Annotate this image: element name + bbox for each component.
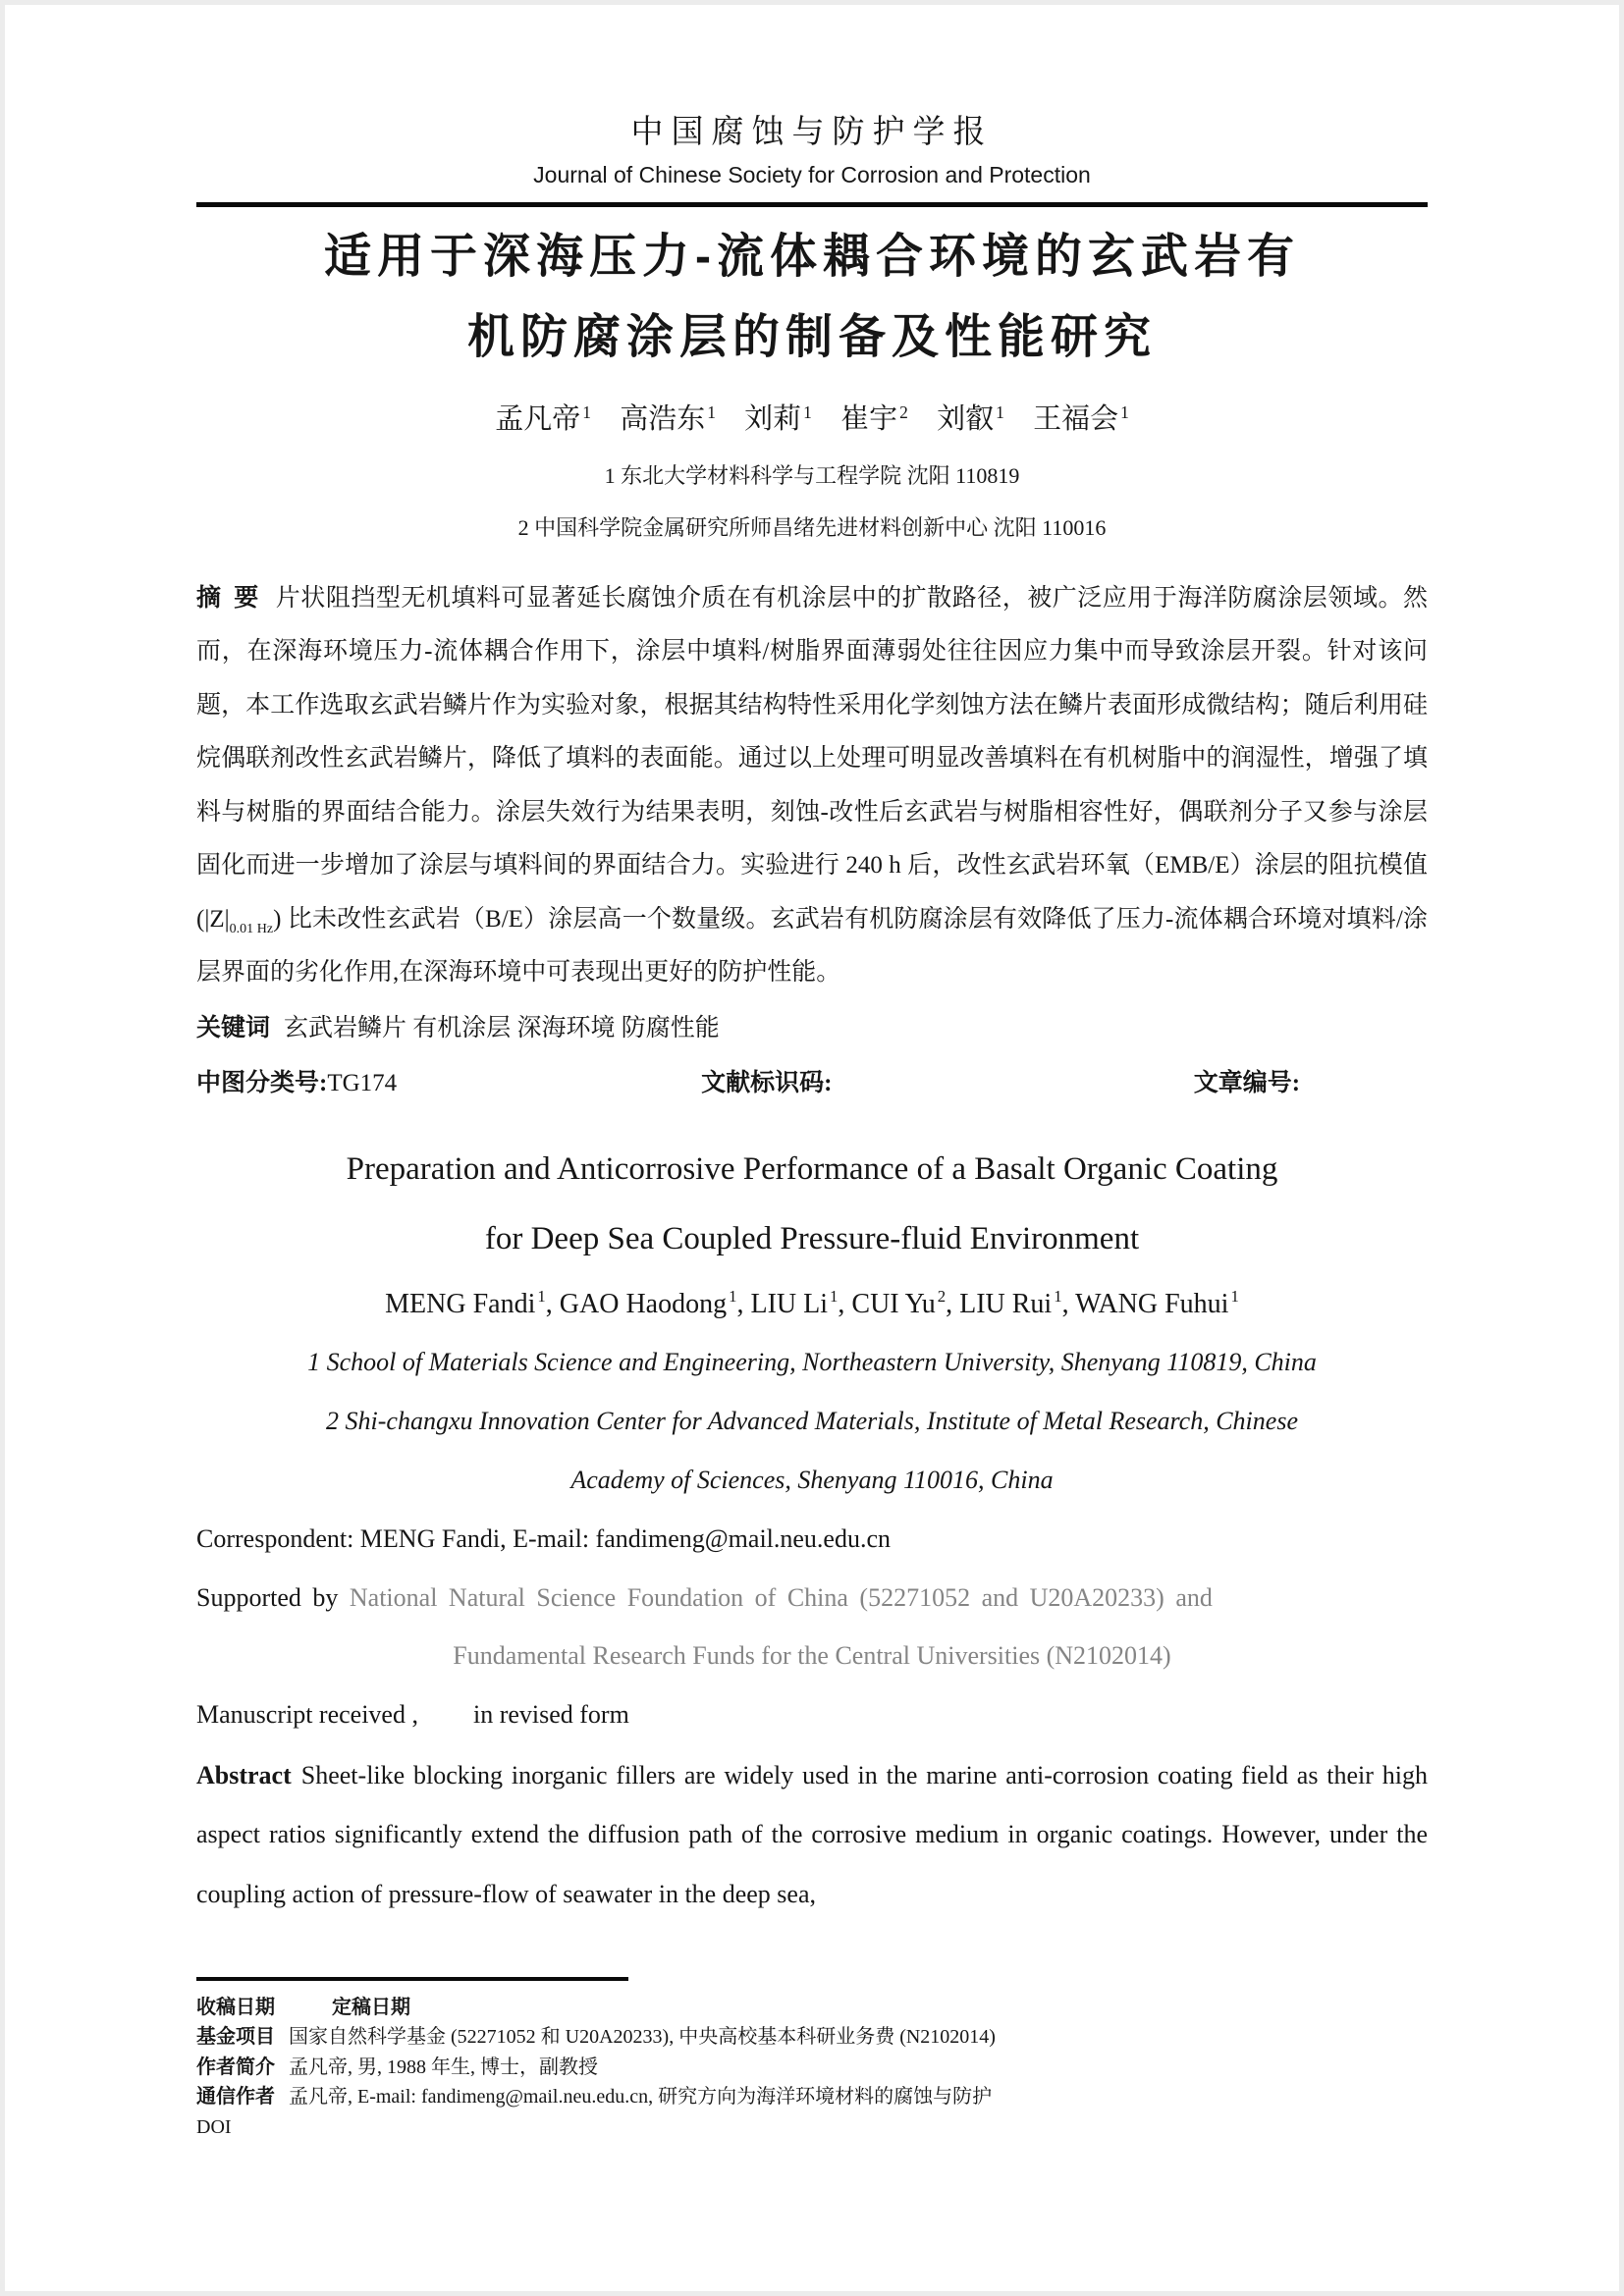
- correspondent-line: Correspondent: MENG Fandi, E-mail: fandimeng@mail.neu.edu.cn: [196, 1523, 892, 1553]
- keywords-text: 玄武岩鳞片 有机涂层 深海环境 防腐性能: [284, 1014, 720, 1041]
- article-title-cn-line2: 机防腐涂层的制备及性能研究: [466, 310, 1157, 363]
- affiliation-en-2-line1: 2 Shi-changxu Innovation Center for Advanced Materials, Institute of Metal Research, Chinese: [326, 1407, 1298, 1436]
- authors-en: MENG Fandi $^1$, GAO Haodong $^1$, LIU Li $^1$, CUI Yu $^2$, LIU Rui $^1$, WANG Fuhui $^1$: [385, 1287, 1239, 1319]
- author-affil-mark: 1: [803, 401, 812, 422]
- footnote-rule: [196, 1977, 628, 1981]
- finalized-date-label: 定稿日期: [332, 1996, 410, 2018]
- affiliation-cn-2: 2 中国科学院金属研究所师昌绪先进材料创新中心 沈阳 110016: [517, 514, 1107, 540]
- author-cn: 刘叡 $^1$: [937, 401, 1004, 436]
- author-en: MENG Fandi $^1$: [385, 1287, 546, 1319]
- author-en: LIU Li $^1$: [750, 1287, 839, 1319]
- keywords-label: 关键词: [196, 1014, 271, 1041]
- abstract-en-label: Abstract: [196, 1761, 292, 1790]
- impedance-subscript: 0.01 Hz: [229, 921, 274, 936]
- author-en: WANG Fuhui $^1$: [1075, 1287, 1239, 1319]
- manuscript-revised: in revised form: [472, 1700, 629, 1730]
- author-en: LIU Rui $^1$: [959, 1287, 1062, 1319]
- author-affil-mark: 1: [582, 401, 591, 422]
- article-title-cn: [196, 217, 1428, 377]
- affiliation-en-1: 1 School of Materials Science and Engineering, Northeastern University, Shenyang 110819, China: [307, 1348, 1317, 1377]
- manuscript-received: Manuscript received ,: [196, 1700, 418, 1730]
- article-title-en-line2: for Deep Sea Coupled Pressure-fluid Environment: [484, 1220, 1140, 1256]
- received-date-label: 收稿日期: [196, 1996, 275, 2018]
- supported-line-2: Fundamental Research Funds for the Central Universities (N2102014): [453, 1641, 1171, 1671]
- footnote-block: [196, 1977, 1428, 2142]
- author-affil-mark: 2: [899, 401, 908, 422]
- author-affil-mark: 1: [707, 401, 716, 422]
- document-code: 文献标识码:: [701, 1070, 833, 1097]
- journal-name-cn: 中国腐蚀与防护学报: [630, 115, 994, 150]
- affiliation-en-2: [196, 1392, 1428, 1510]
- abstract-cn-text-2: ) 比未改性玄武岩（B/E）涂层高一个数量级。玄武岩有机防腐涂层有效降低了压力-流体耦合环境对填料/涂层界面的劣化作用,在深海环境中可表现出更好的防护性能。: [196, 905, 1428, 987]
- author-cn: 王福会 $^1$: [1033, 401, 1129, 436]
- abstract-cn: [196, 572, 1428, 1000]
- author-en: CUI Yu $^2$: [851, 1287, 947, 1319]
- clc-number: 中图分类号:TG174: [196, 1070, 398, 1097]
- author-cn: 刘莉 $^1$: [744, 401, 812, 436]
- journal-name-en: Journal of Chinese Society for Corrosion and Protection: [533, 162, 1091, 187]
- abstract-en: [196, 1746, 1428, 1924]
- affiliation-en-2-line2: Academy of Sciences, Shenyang 110016, China: [570, 1466, 1054, 1495]
- doi-line: DOI: [196, 2115, 232, 2138]
- footnote-dates: [196, 1993, 1428, 2022]
- abstract-cn-label: 摘 要: [196, 584, 262, 612]
- author-cn: 崔宇 $^2$: [840, 401, 908, 436]
- author-en: GAO Haodong $^1$: [559, 1287, 737, 1319]
- supported-prefix: Supported by: [196, 1582, 350, 1612]
- author-cn: 高浩东 $^1$: [620, 401, 716, 436]
- header-rule: [196, 202, 1428, 207]
- article-title-en: [196, 1135, 1428, 1274]
- affiliations-cn: [196, 451, 1428, 555]
- footnote-correspondent: 通信作者 孟凡帝, E-mail: fandimeng@mail.neu.edu.cn, 研究方向为海洋环境材料的腐蚀与防护: [196, 2086, 993, 2109]
- author-affil-mark: 1: [1120, 401, 1129, 422]
- footnote-fund: 基金项目 国家自然科学基金 (52271052 和 U20A20233), 中央高校基本科研业务费 (N2102014): [196, 2026, 996, 2049]
- abstract-en-text: Sheet-like blocking inorganic fillers are widely used in the marine anti-corrosion coating field as their high aspect ratios significantly extend the diffusion path of the corrosive medium in organic coatings. However, under the coupling action of pressure-flow of seawater in the deep sea,: [196, 1761, 1428, 1908]
- manuscript-line: [196, 1685, 1428, 1744]
- article-title-cn-line1: 适用于深海压力-流体耦合环境的玄武岩有: [324, 231, 1300, 283]
- supported-line-1: [196, 1569, 1428, 1628]
- classification-row: [196, 1057, 1428, 1111]
- author-affil-mark: 1: [996, 401, 1004, 422]
- keywords-row: [196, 1002, 1428, 1056]
- article-number: 文章编号:: [1193, 1070, 1301, 1097]
- footnote-bio: 作者简介 孟凡帝, 男, 1988 年生, 博士，副教授: [196, 2056, 598, 2078]
- authors-cn: [196, 397, 1428, 437]
- affiliation-cn-1: 1 东北大学材料科学与工程学院 沈阳 110819: [604, 463, 1020, 489]
- supported-grant-1: National Natural Science Foundation of China (52271052 and U20A20233) and: [349, 1582, 1213, 1612]
- abstract-cn-text-1: 片状阻挡型无机填料可显著延长腐蚀介质在有机涂层中的扩散路径，被广泛应用于海洋防腐涂层领域。然而，在深海环境压力-流体耦合作用下，涂层中填料/树脂界面薄弱处往往因应力集中而导致涂层开裂。针对该问题，本工作选取玄武岩鳞片作为实验对象，根据其结构特性采用化学刻蚀方法在鳞片表面形成微结构；随后利用硅烷偶联剂改性玄武岩鳞片，降低了填料的表面能。通过以上处理可明显改善填料在有机树脂中的润湿性，增强了填料与树脂的界面结合能力。涂层失效行为结果表明，刻蚀-改性后玄武岩与树脂相容性好，偶联剂分子又参与涂层固化而进一步增加了涂层与填料间的界面结合力。实验进行 240 h 后，改性玄武岩环氧（EMB/E）涂层的阻抗模值 (|Z|: [196, 584, 1428, 933]
- article-title-en-line1: Preparation and Anticorrosive Performance of a Basalt Organic Coating: [346, 1150, 1278, 1187]
- author-cn: 孟凡帝 $^1$: [495, 401, 591, 436]
